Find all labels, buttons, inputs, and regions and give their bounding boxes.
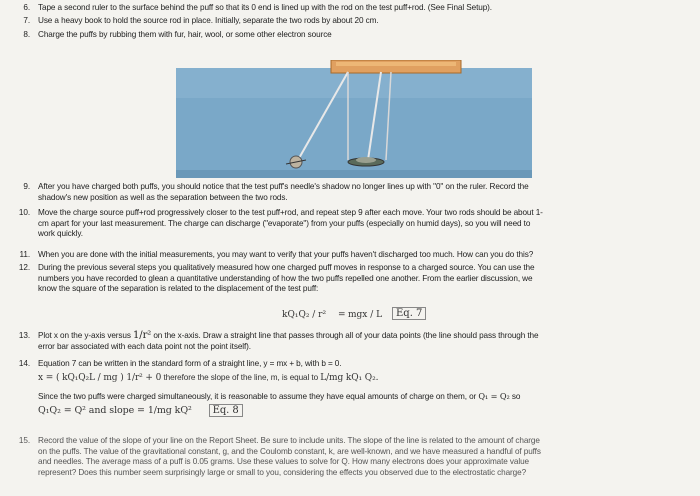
step-14 xyxy=(0,359,700,429)
step-number: 10. xyxy=(18,208,30,217)
step-10 xyxy=(0,208,700,241)
step-text: and needles. The average mass of a puff is 0.05 grams. Use these values to solve for Q. How many electrons does your approximate value xyxy=(38,457,530,467)
step-number: 15. xyxy=(18,436,30,445)
step-text: represent? Does this number seem surprisingly large or small to you, considering the effects you observed due to the electrostatic charge? xyxy=(38,467,527,477)
step-text: on the x-axis. Draw a straight line that passes through all of your data points (the line should pass through the xyxy=(151,331,539,340)
step-text: Use a heavy book to hold the source rod in place. Initially, separate the two rods by about 20 cm. xyxy=(38,16,379,25)
eq8-label: Eq. 8 xyxy=(209,404,243,417)
step-number: 13. xyxy=(18,331,30,340)
step-text: Since the two puffs were charged simultaneously, it is reasonable to assume they have equal amounts of charge on them, or xyxy=(38,392,479,401)
step-number: 7. xyxy=(23,16,30,25)
step-text: Charge the puffs by rubbing them with fur, hair, wool, or some other electron source xyxy=(38,30,332,39)
step-13 xyxy=(0,331,700,353)
step-7 xyxy=(0,16,700,27)
charge-equality: Q₁ = Q₂ xyxy=(478,391,510,401)
equation-7 xyxy=(282,305,462,329)
step-text: know the square of the separation is related to the displacement of the test puff: xyxy=(38,284,319,294)
step-text: After you have charged both puffs, you should notice that the test puff's needle's shadow no longer lines up with "0" on the ruler. Record the xyxy=(38,182,529,191)
setup-figure xyxy=(176,60,532,178)
step-number: 12. xyxy=(18,263,30,272)
eq-x-formula: x = ( kQ₁Q₂L / mg ) 1/r² + 0 xyxy=(38,373,162,383)
eq7-lhs: kQ₁Q₂ / r² xyxy=(282,310,327,320)
eq7-equals: = xyxy=(338,310,346,320)
eq8-formula: Q₁Q₂ = Q² and slope = 1/mg kQ² xyxy=(38,405,192,416)
step-text: numbers you have recorded to glean a quantitative understanding of how the two puffs repelled one another. From the earlier discussion, we xyxy=(38,273,533,283)
step-number: 6. xyxy=(23,3,30,12)
step-text: error bar associated with each data point not the point itself). xyxy=(38,342,251,351)
step-9 xyxy=(0,182,700,204)
step-number: 14. xyxy=(18,359,30,368)
step-number: 9. xyxy=(23,182,30,191)
step-text: cm apart for your last measurement. The charge can discharge ("evaporate") from your puffs (especially on humid days), so you will need to xyxy=(38,218,531,228)
slope-formula: L/mg kQ₁ Q₂. xyxy=(320,373,379,383)
step-number: 11. xyxy=(19,250,30,259)
step-15 xyxy=(0,436,700,480)
eq7-label: Eq. 7 xyxy=(392,307,426,320)
step-text: Move the charge source puff+rod progressively closer to the test puff+rod, and repeat step 9 after each move. Your two rods should be about 1- xyxy=(38,208,543,217)
step-number: 8. xyxy=(23,30,30,39)
step-text: shadow's new position as well as the separation between the two rods. xyxy=(38,192,288,202)
step-text: on the puffs. The value of the gravitational constant, g, and the Coulomb constant, k, are well-known, and we have measured a handful of puffs xyxy=(38,446,541,456)
source-ruler xyxy=(331,60,461,73)
step-text: therefore the slope of the line, m, is equal to xyxy=(161,373,321,382)
step-12 xyxy=(0,263,700,296)
step-text: Record the value of the slope of your line on the Report Sheet. Be sure to include units. The slope of the line is related to the amount of charge xyxy=(38,436,540,445)
step-text: When you are done with the initial measurements, you may want to verify that your puffs haven't discharged too much. How can you do this? xyxy=(38,250,534,259)
step-text: Equation 7 can be written in the standard form of a straight line, y = mx + b, with b = 0. xyxy=(38,359,342,368)
step-text: Tape a second ruler to the surface behind the puff so that its 0 end is lined up with the rod on the test puff+rod. (See Final Setup). xyxy=(38,3,492,12)
step-8 xyxy=(0,30,700,41)
step-11 xyxy=(0,250,700,261)
step-6 xyxy=(0,3,700,14)
step-text: During the previous several steps you qualitatively measured how one charged puff moves in response to a charged source. You can use the xyxy=(38,263,535,272)
step-text: Plot x on the y-axis versus xyxy=(38,331,134,340)
step-text: so xyxy=(509,392,521,401)
inverse-r-squared: 1/r² xyxy=(133,330,152,341)
base-shadow xyxy=(176,170,532,178)
eq7-rhs: mgx / L xyxy=(348,310,383,320)
step-text: work quickly. xyxy=(38,229,83,239)
